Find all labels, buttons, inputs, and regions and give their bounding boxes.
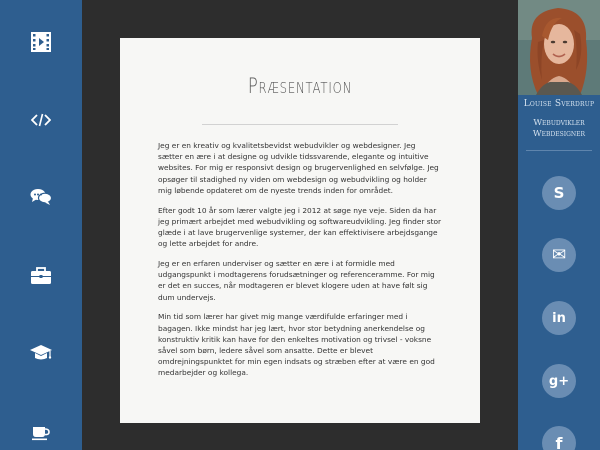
page-title: Præsentation bbox=[247, 74, 353, 98]
graduation-cap-icon bbox=[29, 344, 53, 362]
paragraph: Jeg er en erfaren underviser og sætter en ære i at formidle med udgangspunkt i modtagerens forudsætninger og referenceramme. For mig er det en succes, når modtageren er blevet klogere uden at have følt sig dum undervejs. bbox=[158, 259, 435, 302]
facebook-icon: f bbox=[555, 433, 563, 450]
profile-panel bbox=[518, 0, 600, 450]
paragraph: Efter godt 10 år som lærer valgte jeg i 2012 at søge nye veje. Siden da har jeg primært arbejdet med webudvikling og softwareudvikling. Jeg finder stor glæde i at lave brugervenlige systemer, der kan effektivisere arbejdsgange og lette arbejdet for andre. bbox=[158, 205, 442, 249]
briefcase-icon bbox=[30, 267, 52, 285]
nav-item-video[interactable] bbox=[0, 22, 82, 62]
skype-icon: S bbox=[553, 184, 565, 202]
google-plus-button[interactable] bbox=[542, 364, 576, 398]
email-button[interactable] bbox=[542, 238, 576, 272]
google-plus-icon: g+ bbox=[548, 373, 570, 389]
linkedin-icon: in bbox=[552, 310, 566, 326]
profile-name: Louise Sverdrup bbox=[523, 99, 595, 109]
main-content bbox=[82, 0, 518, 450]
presentation-text bbox=[158, 140, 442, 387]
nav-item-chat[interactable] bbox=[0, 177, 82, 217]
presentation-card bbox=[120, 38, 480, 423]
linkedin-button[interactable] bbox=[542, 301, 576, 335]
paragraph: Jeg er en kreativ og kvalitetsbevidst webudvikler og webdesigner. Jeg sætter en ære i at designe og udvikle tidssvarende, elegante og intuitive websites. For mig er responsivt design og brugervenlighed en selvfølge. Jeg opsøger til stadighed ny viden om webdesign og webudvikling og holder mig løbende opdateret om de nyeste trends inden for området. bbox=[158, 141, 439, 195]
nav-item-code[interactable] bbox=[0, 100, 82, 140]
video-icon bbox=[30, 31, 52, 53]
email-icon: ✉ bbox=[551, 245, 567, 265]
nav-item-work[interactable] bbox=[0, 256, 82, 296]
profile-role: Webdesigner bbox=[532, 129, 586, 139]
avatar bbox=[518, 0, 600, 95]
code-icon bbox=[31, 112, 51, 128]
profile-divider bbox=[526, 150, 592, 151]
chat-icon bbox=[30, 188, 52, 206]
skype-button[interactable] bbox=[542, 176, 576, 210]
title-divider bbox=[202, 124, 398, 125]
left-nav bbox=[0, 0, 82, 450]
facebook-button[interactable] bbox=[542, 426, 576, 450]
coffee-icon bbox=[31, 423, 51, 441]
paragraph: Min tid som lærer har givet mig mange værdifulde erfaringer med i bagagen. Ikke mindst har jeg lært, hvor stor betydning anerkendelse og konstruktiv kritik kan have for den enkeltes motivation og trivsel - voksne såvel som børn, ledere såvel som ansatte. Dette er blevet omdrejningspunktet for min egen indsats og stræben efter at være en god medarbejder og kollega. bbox=[158, 312, 435, 378]
profile-role: Webudvikler bbox=[533, 118, 585, 128]
nav-item-hobbies[interactable] bbox=[0, 412, 82, 450]
nav-item-education[interactable] bbox=[0, 333, 82, 373]
